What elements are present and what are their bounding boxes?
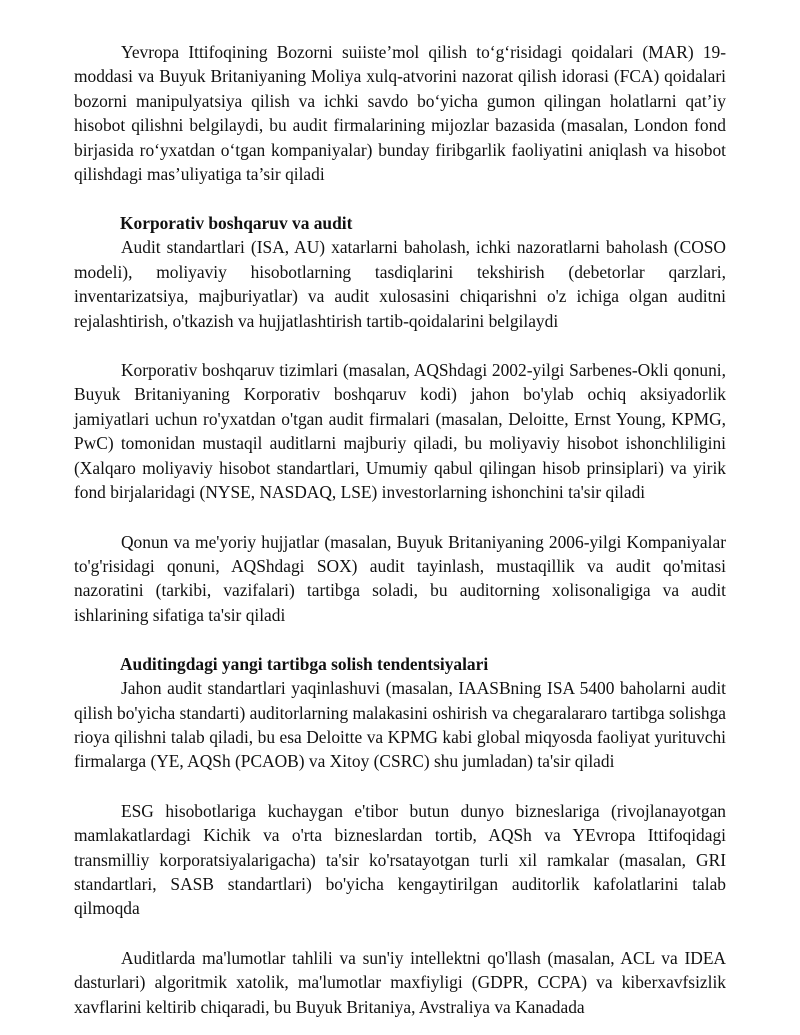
paragraph-audit-standards: Audit standartlari (ISA, AU) xatarlarni baholash, ichki nazoratlarni baholash (COSO modeli), moliyaviy hisobotlarning tasdiqlarini tekshirish (debetorlar qarzlari, inventarizatsiya, majburiyatlar) va audit xulosasini chiqarishni o'z ichiga olgan auditni rejalashtirish, o'tkazish va hujjatlashtirish tartib-qoidalarini belgilaydi	[74, 237, 726, 331]
paragraph-global-convergence: Jahon audit standartlari yaqinlashuvi (masalan, IAASBning ISA 5400 baholarni audit qilish bo'yicha standarti) auditorlarning malakasini oshirish va chegaralararo tartibga solishga rioya qilishni talab qiladi, bu esa Deloitte va KPMG kabi global miqyosda faoliyat yurituvchi firmalarga (YE, AQSh (PCAOB) va Xitoy (CSRC) shu jumladan) ta'sir qiladi	[74, 678, 726, 772]
paragraph-corporate-governance-systems: Korporativ boshqaruv tizimlari (masalan, AQShdagi 2002-yilgi Sarbenes-Okli qonuni, Buyuk Britaniyaning Korporativ boshqaruv kodi) jahon bo'ylab ochiq aksiyadorlik jamiyatlari uchun ro'yxatdan o'tgan audit firmalari (masalan, Deloitte, Ernst Young, KPMG, PwC) tomonidan mustaqil auditlarni majburiy qiladi, bu moliyaviy hisobot ishonchliligini (Xalqaro moliyaviy hisobot standartlari, Umumiy qabul qilingan hisob prinsiplari) va yirik fond birjalaridagi (NYSE, NASDAQ, LSE) investorlarning ishonchini ta'sir qiladi	[74, 360, 726, 503]
paragraph-laws-regulations: Qonun va me'yoriy hujjatlar (masalan, Buyuk Britaniyaning 2006-yilgi Kompaniyalar to'g'risidagi qonuni, AQShdagi SOX) audit tayinlash, mustaqillik va audit qo'mitasi nazoratini (tarkibi, vazifalari) tartibga soladi, bu auditorning xolisonaligiga va audit ishlarining sifatiga ta'sir qiladi	[74, 531, 726, 625]
paragraph-data-analytics-ai: Auditlarda ma'lumotlar tahlili va sun'iy intellektni qo'llash (masalan, ACL va IDEA dasturlari) algoritmik xatolik, ma'lumotlar maxfiyligi (GDPR, CCPA) va kiberxavfsizlik xavflarini keltirib chiqaradi, bu Buyuk Britaniya, Avstraliya va Kanadada	[74, 947, 726, 1017]
section-heading-corporate-governance: Korporativ boshqaruv va audit	[120, 213, 353, 234]
section-heading-regulatory-trends: Auditingdagi yangi tartibga solish tendentsiyalari	[120, 654, 489, 675]
document-page	[74, 40, 726, 1019]
paragraph-mar-fca: Yevropa Ittifoqining Bozorni suiiste’mol qilish to‘g‘risidagi qoidalari (MAR) 19-moddasi va Buyuk Britaniyaning Moliya xulq-atvorini nazorat qilish idorasi (FCA) qoidalari bozorni manipulyatsiya qilish va ichki savdo bo‘yicha gumon qilingan holatlarni qat’iy hisobot qilishni belgilaydi, bu audit firmalarining mijozlar bazasida (masalan, London fond birjasida ro‘yxatdan o‘tgan kompaniyalar) bunday firibgarlik faoliyatini aniqlash va hisobot qilishdagi mas’uliyatiga ta’sir qiladi	[74, 42, 726, 185]
paragraph-esg-reporting: ESG hisobotlariga kuchaygan e'tibor butun dunyo bizneslariga (rivojlanayotgan mamlakatlardagi Kichik va o'rta bizneslardan tortib, AQSh va YEvropa Ittifoqidagi transmilliy korporatsiyalarigacha) ta'sir ko'rsatayotgan turli xil ramkalar (masalan, GRI standartlari, SASB standartlari) bo'yicha kengaytirilgan auditorlik kafolatlarini talab qilmoqda	[74, 800, 726, 919]
